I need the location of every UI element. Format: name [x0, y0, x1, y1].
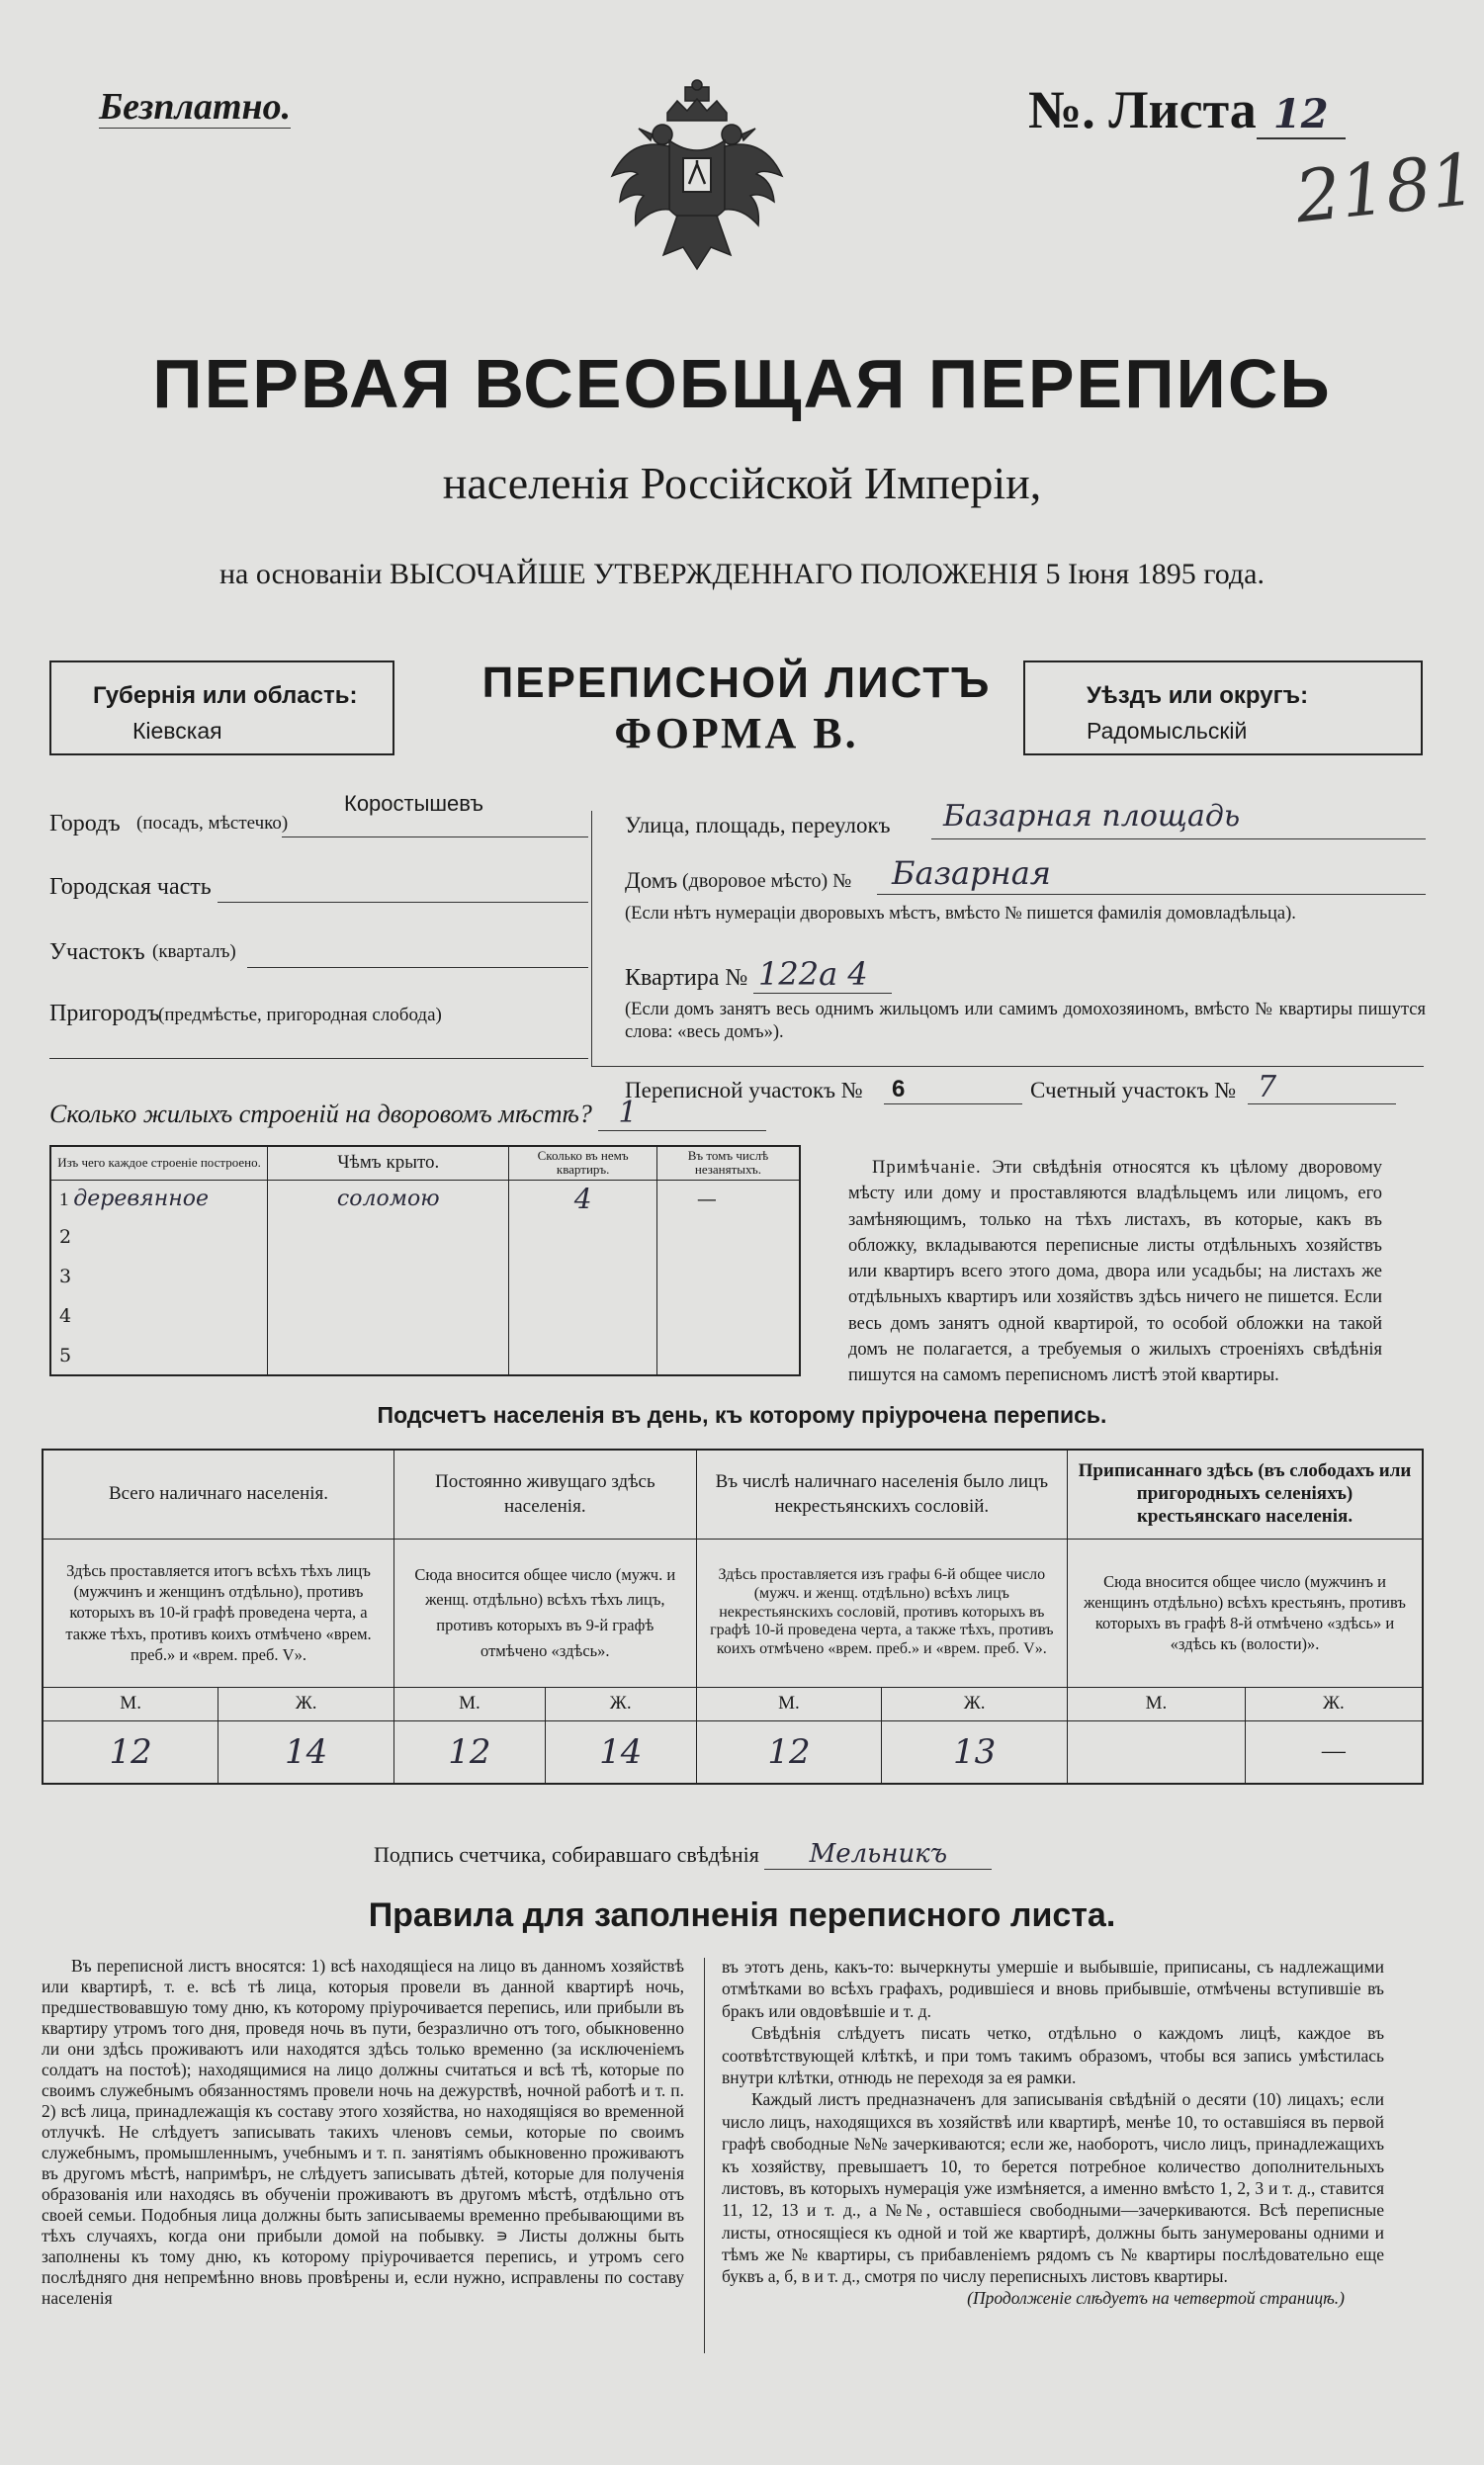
- district-label: Участокъ: [49, 939, 145, 965]
- rules-right-column: [722, 1956, 1384, 2309]
- row-3-material: 3: [50, 1257, 268, 1296]
- tally-table: [42, 1449, 1424, 1785]
- table-row: [50, 1217, 800, 1257]
- tally-peasant-f-label: Ж.: [1245, 1687, 1423, 1720]
- archive-number: 2181: [1291, 136, 1481, 239]
- row-5-roof: [268, 1336, 509, 1375]
- uezd-value: Радомысльскій: [1087, 718, 1248, 744]
- free-label: Безплатно.: [99, 86, 292, 128]
- tally-peasant-m: [1068, 1720, 1246, 1784]
- census-district-label: Переписной участокъ №: [625, 1078, 863, 1102]
- house-value: Базарная: [892, 854, 1051, 892]
- tally-peasant-m-label: М.: [1068, 1687, 1246, 1720]
- sheet-number-value: 12: [1257, 91, 1346, 139]
- street-row: [625, 791, 1426, 860]
- row-1-apartments: 4: [509, 1180, 657, 1217]
- row-2-roof: [268, 1217, 509, 1257]
- tally-desc-total: Здѣсь проставляется итогъ всѣхъ тѣхъ лицъ (мужчинъ и женщинъ отдѣльно), противъ которыхъ въ 10-й графѣ проведена черта, а также тѣхъ, противъ коихъ отмѣчено «врем. преб.» и «врем. преб. V».: [43, 1539, 394, 1687]
- rules-right-p2: Свѣдѣнія слѣдуетъ писать четко, отдѣльно о каждомъ лицѣ, каждое въ соотвѣтствующей клѣткѣ, и при томъ такимъ образомъ, чтобы вся запись умѣстилась внутри клѣтки, отнюдь не переходя за ея рамки.: [722, 2023, 1384, 2087]
- city-part-underline: [218, 902, 588, 903]
- house-note: (Если нѣтъ нумераціи дворовыхъ мѣстъ, вмѣсто № пишется фамилія домовладѣльца).: [625, 904, 1296, 924]
- buildings-answer: 1: [598, 1096, 766, 1131]
- suburb-hint: (предмѣстье, пригородная слобода): [158, 1005, 442, 1025]
- rules-right-p3: Каждый листъ предназначенъ для записыванія свѣдѣній о десяти (10) лицахъ; если число лицъ, находящихся въ хозяйствѣ или квартирѣ, менѣе 10, то оставшіяся въ первой графѣ свободные №№ зачеркиваются; если же, наоборотъ, число лицъ, принадлежащихъ къ хозяйству, превышаетъ 10, то берется потребное количество дополнительныхъ листовъ, въ которыхъ нумерація уже измѣняется, а именно вмѣсто 1, 2, 3 и т. д., ставится 11, 12, 13 и т. д., а №№, оставшіеся свободными—зачеркиваются. Всѣ переписные листы, относящіеся къ одной и той же квартирѣ, должны быть занумерованы одними и тѣмъ же № квартиры, съ прибавленіемъ рядомъ съ № квартиры послѣдовательно еще буквъ а, б, в и т. д., смотря по числу переписныхъ листовъ квартиры.: [722, 2089, 1384, 2287]
- district-underline: [247, 967, 588, 968]
- tally-head-permanent: Постоянно живущаго здѣсь населенія.: [394, 1450, 697, 1539]
- row-1-vacant: —: [696, 1187, 717, 1211]
- count-district-underline: [1248, 1103, 1396, 1104]
- page-subtitle: населенія Россійской Имперіи,: [442, 458, 1042, 508]
- tally-desc-permanent: Сюда вносится общее число (мужч. и женщ. отдѣльно) всѣхъ тѣхъ лицъ, противъ которыхъ въ 9-й графѣ отмѣчено «здѣсь».: [394, 1539, 697, 1687]
- street-label: Улица, площадь, переулокъ: [625, 813, 891, 837]
- row-1-material: 1 деревянное: [50, 1180, 268, 1217]
- tally-head-noncrest: Въ числѣ наличнаго населенія было лицъ некрестьянскихъ сословій.: [696, 1450, 1067, 1539]
- apartment-label: Квартира №: [625, 965, 748, 991]
- row-5-vacant: [656, 1336, 800, 1375]
- row-4-vacant: [656, 1296, 800, 1336]
- buildings-table: [49, 1145, 801, 1376]
- note-title: Примѣчаніе.: [872, 1158, 982, 1178]
- note-text: Эти свѣдѣнія относятся къ цѣлому дворовому мѣсту или дому и проставляются владѣльцемъ или лицомъ, его замѣняющимъ, только на тѣхъ листахъ, въ которые, какъ въ обложку, вкладываются переписные листы отдѣльныхъ хозяйствъ или квартиръ всего этого дома, двора или усадьбы; на листахъ же отдѣльныхъ квартиръ или хозяйствъ здѣсь ничего не пишется. Если весь домъ занятъ одной квартирой, то особой обложки на такой домъ не полагается, а требуемыя о жилыхъ строеніяхъ свѣдѣнія пишутся на самомъ переписномъ листѣ этой квартиры.: [848, 1158, 1382, 1386]
- rules-continued: (Продолженіе слѣдуетъ на четвертой страницѣ.): [967, 2287, 1345, 2308]
- city-hint: (посадъ, мѣстечко): [136, 813, 289, 834]
- row-4-roof: [268, 1296, 509, 1336]
- census-district-underline: [884, 1103, 1022, 1104]
- district-hint: (кварталъ): [152, 941, 236, 962]
- row-3-roof: [268, 1257, 509, 1296]
- suburb-row: [49, 991, 564, 1056]
- house-hint: (дворовое мѣсто) №: [682, 870, 852, 892]
- location-divider: [591, 811, 592, 1066]
- tally-total-m: 12: [43, 1720, 218, 1784]
- suburb-underline: [49, 1058, 588, 1059]
- tally-head-peasant: Приписаннаго здѣсь (въ слободахъ или пригородныхъ селеніяхъ) крестьянскаго населенія.: [1068, 1450, 1423, 1539]
- signature-value: Мельникъ: [764, 1839, 992, 1870]
- row-1-roof: соломою: [268, 1180, 509, 1217]
- rules-divider: [704, 1958, 705, 2353]
- tally-permanent-m-label: М.: [394, 1687, 546, 1720]
- house-label: Домъ: [625, 868, 678, 893]
- table-row: [50, 1180, 800, 1217]
- gubernia-value: Кіевская: [132, 718, 222, 744]
- city-label: Городъ: [49, 811, 121, 836]
- table-row: [50, 1336, 800, 1375]
- table-row: [50, 1296, 800, 1336]
- row-5-material: 5: [50, 1336, 268, 1375]
- tally-desc-peasant: Сюда вносится общее число (мужчинъ и женщинъ отдѣльно) всѣхъ крестьянъ, противъ которыхъ въ графѣ 8-й отмѣчено «здѣсь» и «здѣсь къ (волости)».: [1068, 1539, 1423, 1687]
- row-3-apartments: [509, 1257, 657, 1296]
- uezd-label: Уѣздъ или округъ:: [1087, 682, 1309, 709]
- census-district-value: 6: [892, 1076, 906, 1102]
- tally-peasant-f: —: [1245, 1720, 1423, 1784]
- buildings-question: [49, 1096, 766, 1131]
- city-value: Коростышевъ: [344, 791, 484, 816]
- tally-values-row: [43, 1720, 1423, 1784]
- tally-permanent-m: 12: [394, 1720, 546, 1784]
- tally-noncrest-f-label: Ж.: [882, 1687, 1068, 1720]
- signature-row: [374, 1839, 992, 1870]
- tally-desc-row: [43, 1539, 1423, 1687]
- row-4-material: 4: [50, 1296, 268, 1336]
- apartment-underline: [753, 993, 892, 994]
- tally-desc-noncrest: Здѣсь проставляется изъ графы 6-й общее число (мужч. и женщ. отдѣльно) всѣхъ лицъ некрестьянскихъ сословій, противъ которыхъ въ графѣ 10-й проведена черта, а также тѣхъ, противъ коихъ отмѣчено «врем. преб.» и «врем. преб. V».: [696, 1539, 1067, 1687]
- row-4-apartments: [509, 1296, 657, 1336]
- signature-label: Подпись счетчика, собиравшаго свѣдѣнія: [374, 1842, 759, 1867]
- district-row: [49, 925, 564, 991]
- buildings-question-text: Сколько жилыхъ строеній на дворовомъ мѣстѣ?: [49, 1100, 592, 1128]
- tally-head-row: [43, 1450, 1423, 1539]
- apartment-value: 122а 4: [758, 955, 868, 993]
- buildings-note: [848, 1155, 1382, 1388]
- row-5-apartments: [509, 1336, 657, 1375]
- tally-sex-row: [43, 1687, 1423, 1720]
- rules-right-p1: въ этотъ день, какъ-то: вычеркнуты умершіе и выбывшіе, приписаны, съ надлежащими отмѣтками во всѣхъ графахъ, родившіеся и вновь прибывшіе, отмѣчены вступившіе въ бракъ или овдовѣвшіе и т. д.: [722, 1957, 1384, 2021]
- apartment-note: (Если домъ занятъ весь однимъ жильцомъ или самимъ домохозяиномъ, вмѣсто № квартиры пишутся слова: «весь домъ»).: [625, 1000, 1426, 1043]
- city-underline: [282, 836, 588, 837]
- form-variant: ФОРМА В.: [614, 709, 859, 757]
- tally-total-f-label: Ж.: [218, 1687, 394, 1720]
- rules-left-column: Въ переписной листъ вносятся: 1) всѣ находящіеся на лицо въ данномъ хозяйствѣ или квартирѣ, т. е. всѣ тѣ лица, которыя провели въ данной квартирѣ ночь, предшествовавшую тому дню, къ которому пріурочивается перепись, или прибыли въ квартиру утромъ того дня, проведя ночь въ пути, безразлично отъ того, обыкновенно ли они здѣсь проживаютъ или находятся здѣсь только временно (за исключеніемъ солдатъ на постоѣ); находящимися на лицо должны считаться и всѣ тѣ, которые по своимъ служебнымъ обязанностямъ провели ночь на дежурствѣ, ночной работѣ и т. п. 2) всѣ лица, принадлежащія къ составу этого хозяйства, но находящіяся во временной отлучкѣ. Не слѣдуетъ записывать такихъ членовъ семьи, которые по своимъ служебнымъ, промышленнымъ, учебнымъ и т. п. занятіямъ обыкновенно проживаютъ въ другомъ мѣстѣ, напримѣръ, не слѣдуетъ записывать дѣтей, которые для полученія образованія или находясь въ обученіи проживаютъ въ другомъ мѣстѣ, отдѣльно отъ своей семьи. Подобныя лица должны быть записываемы временно пребывающими въ тѣхъ случаяхъ, когда они прибыли домой на побывку. ∍ Листы должны быть заполнены къ тому дню, къ которому пріурочивается перепись, и утромъ сего послѣдняго дня непремѣнно вновь провѣрены и, если нужно, исправлены по составу населенія: [42, 1956, 684, 2308]
- form-header: [49, 660, 1424, 755]
- tally-noncrest-f: 13: [882, 1720, 1068, 1784]
- tally-total-f: 14: [218, 1720, 394, 1784]
- tally-total-m-label: М.: [43, 1687, 218, 1720]
- imperial-eagle-emblem: [608, 77, 786, 275]
- count-district-label: Счетный участокъ №: [1030, 1078, 1237, 1102]
- rules-title: Правила для заполненія переписного листа.: [368, 1896, 1116, 1934]
- form-name: ПЕРЕПИСНОЙ ЛИСТЪ: [481, 659, 992, 707]
- col-header-vacant: Въ томъ числѣ незанятыхъ.: [656, 1146, 800, 1180]
- street-underline: [931, 838, 1426, 839]
- buildings-table-header: [50, 1146, 800, 1180]
- location-right: [625, 791, 1426, 1121]
- location-left: [49, 791, 564, 1056]
- gubernia-label: Губернія или область:: [93, 682, 358, 709]
- tally-permanent-f-label: Ж.: [545, 1687, 696, 1720]
- gubernia-box: [49, 660, 394, 755]
- legal-basis: на основаніи ВЫСОЧАЙШЕ УТВЕРЖДЕННАГО ПОЛОЖЕНІЯ 5 Іюня 1895 года.: [219, 558, 1265, 590]
- city-part-row: [49, 860, 564, 925]
- row-2-material: 2: [50, 1217, 268, 1257]
- col-header-roof: Чѣмъ крыто.: [268, 1146, 509, 1180]
- count-district-value: 7: [1258, 1070, 1277, 1104]
- tally-noncrest-m: 12: [696, 1720, 882, 1784]
- uezd-box: [1023, 660, 1423, 755]
- city-part-label: Городская часть: [49, 874, 212, 900]
- sheet-number-label: №. Листа: [1028, 80, 1257, 139]
- row-2-vacant: [656, 1217, 800, 1257]
- city-row: [49, 791, 564, 860]
- street-value: Базарная площадь: [943, 799, 1241, 834]
- col-header-material: Изъ чего каждое строеніе построено.: [50, 1146, 268, 1180]
- col-header-apartments: Сколько въ немъ квартиръ.: [509, 1146, 657, 1180]
- suburb-label: Пригородъ: [49, 1001, 160, 1026]
- sheet-number: [1028, 79, 1346, 140]
- tally-title: Подсчетъ населенія въ день, къ которому пріурочена перепись.: [377, 1402, 1107, 1428]
- table-row: [50, 1257, 800, 1296]
- tally-head-total: Всего наличнаго населенія.: [43, 1450, 394, 1539]
- apartment-row: [625, 955, 1426, 999]
- row-2-apartments: [509, 1217, 657, 1257]
- house-underline: [877, 894, 1426, 895]
- tally-noncrest-m-label: М.: [696, 1687, 882, 1720]
- page-title: ПЕРВАЯ ВСЕОБЩАЯ ПЕРЕПИСЬ: [152, 345, 1332, 422]
- row-3-vacant: [656, 1257, 800, 1296]
- tally-permanent-f: 14: [545, 1720, 696, 1784]
- house-row: [625, 854, 1426, 904]
